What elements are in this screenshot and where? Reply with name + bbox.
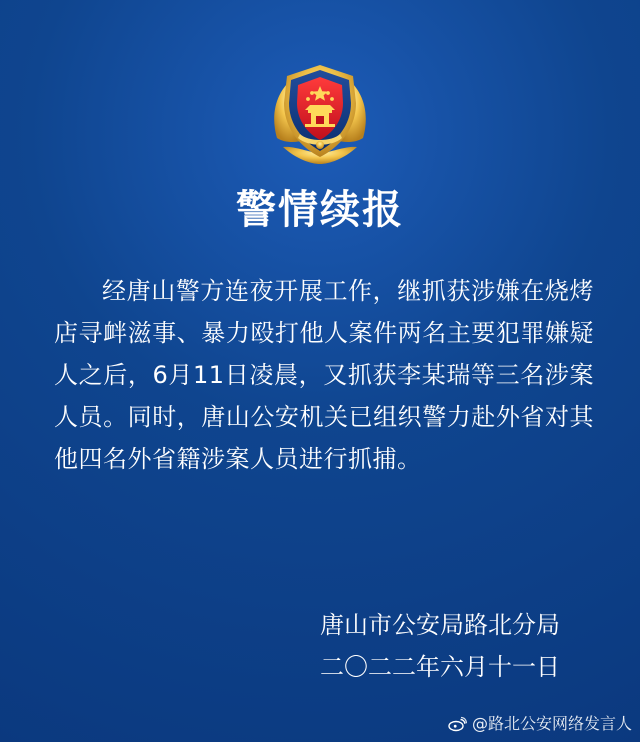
- watermark-text: @路北公安网络发言人: [471, 714, 632, 733]
- page-title: 警情续报: [236, 187, 404, 233]
- watermark: [447, 714, 632, 734]
- weibo-icon: [447, 716, 467, 732]
- signature-block: [320, 604, 580, 688]
- signature-date: 二〇二二年六月十一日: [320, 653, 560, 681]
- notice-body: 经唐山警方连夜开展工作，继抓获涉嫌在烧烤店寻衅滋事、暴力殴打他人案件两名主要犯罪嫌疑人之后，6月11日凌晨，又抓获李某瑞等三名涉案人员。同时，唐山公安机关已组织警力赴外省对其他四名外省籍涉案人员进行抓捕。: [54, 277, 594, 473]
- police-emblem-icon: [258, 56, 382, 176]
- signature-org: 唐山市公安局路北分局: [320, 611, 560, 639]
